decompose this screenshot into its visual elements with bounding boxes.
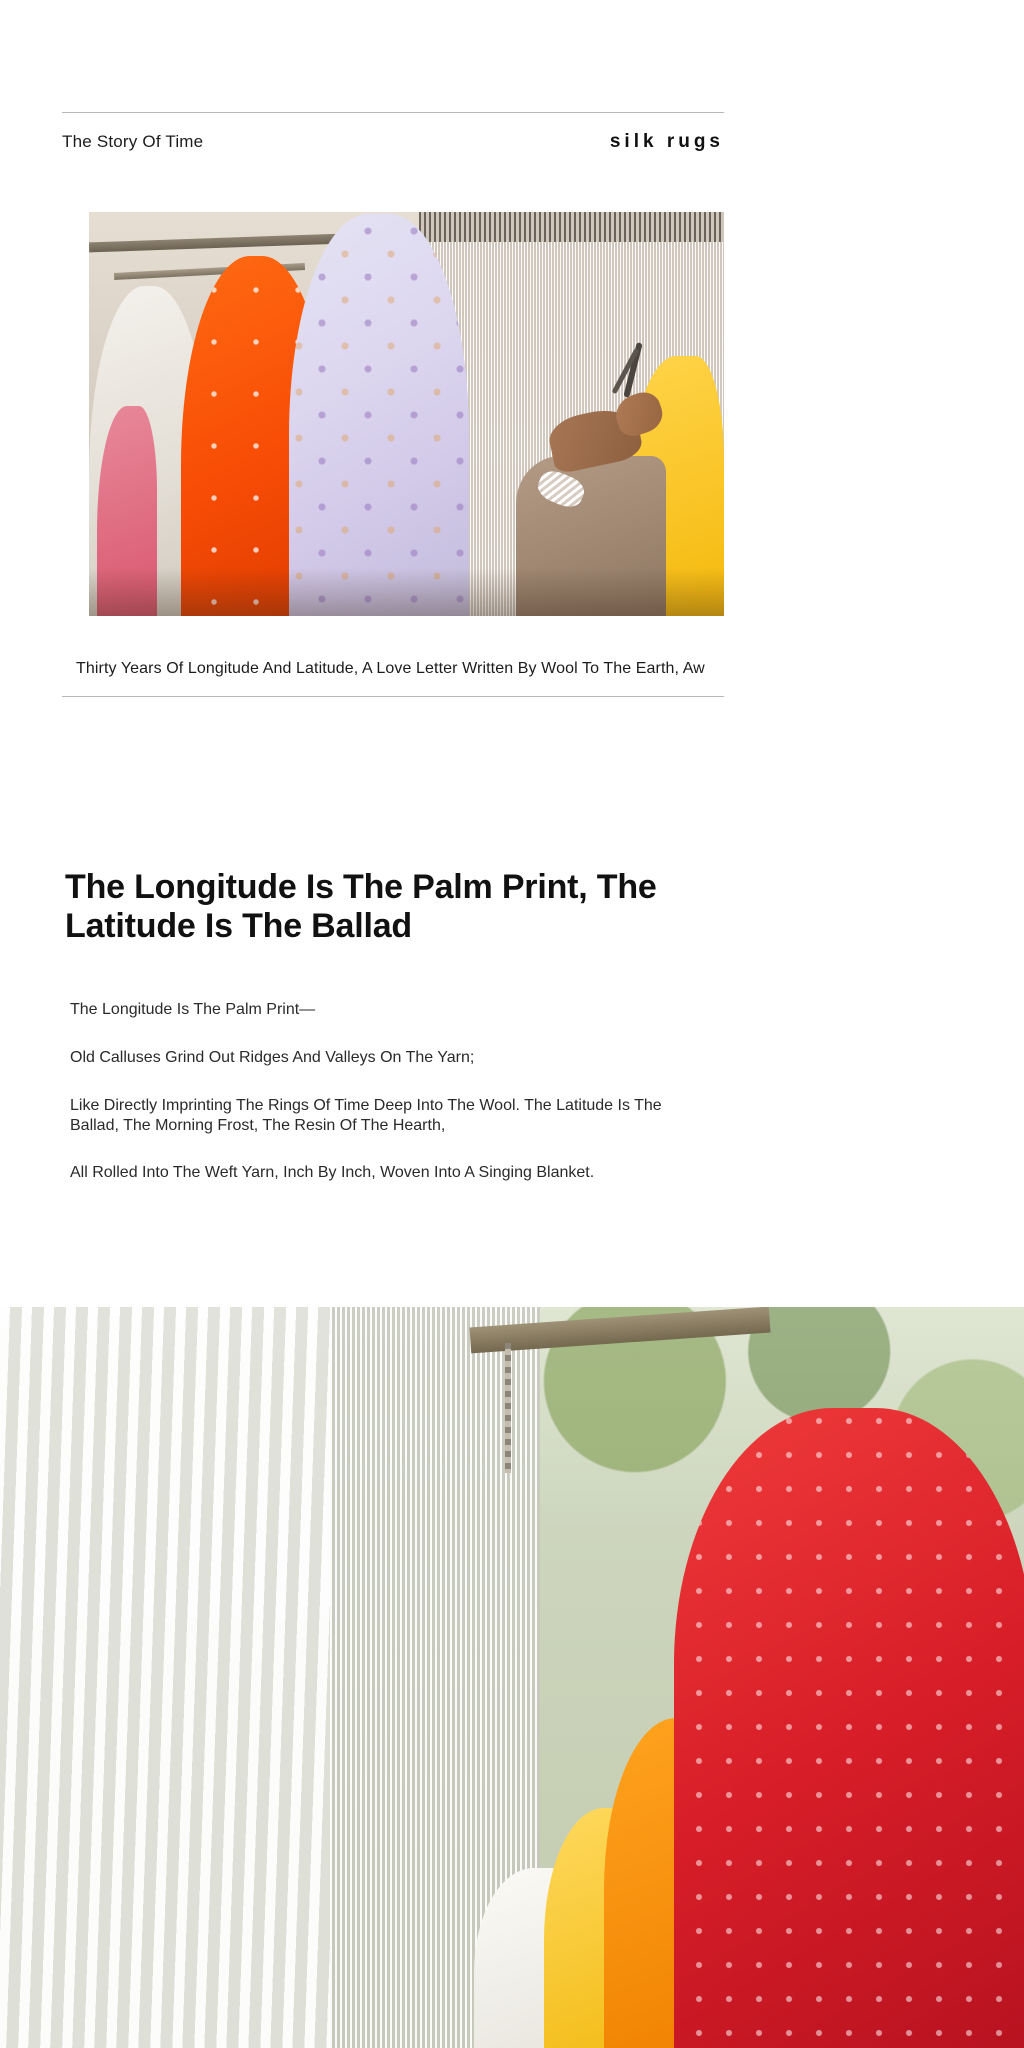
bottom-red-saree-pattern [674,1408,1024,2048]
brand-logo[interactable]: silk rugs [609,131,724,152]
bottom-loom-chain [505,1343,511,1473]
article-paragraph-3: Like Directly Imprinting The Rings Of Time Deep Into The Wool. The Latitude Is The Ballad, The Morning Frost, The Resin Of The Hearth, [70,1096,662,1135]
hero-caption-container [62,660,724,697]
article-paragraph-4: All Rolled Into The Weft Yarn, Inch By Inch, Woven Into A Singing Blanket. [70,1163,595,1181]
hero-image [89,212,724,616]
hero-loom-top-bar [419,212,724,242]
bottom-white-curtain [0,1307,330,2048]
hero-bottom-shadow [89,568,724,616]
hero-violet-saree-pattern [289,214,469,616]
article-paragraph-2: Old Calluses Grind Out Ridges And Valleys On The Yarn; [70,1048,475,1066]
article-body [70,1000,710,1210]
bottom-image [0,1307,1024,2048]
article-paragraph-1: The Longitude Is The Palm Print— [70,1001,316,1018]
site-header [62,112,724,153]
page-title: The Longitude Is The Palm Print, The Latitude Is The Ballad [65,867,657,945]
hero-caption: Thirty Years Of Longitude And Latitude, A Love Letter Written By Wool To The Earth, Aw [76,660,705,677]
header-section-label: The Story Of Time [62,132,204,151]
hero-illustration [89,212,724,616]
